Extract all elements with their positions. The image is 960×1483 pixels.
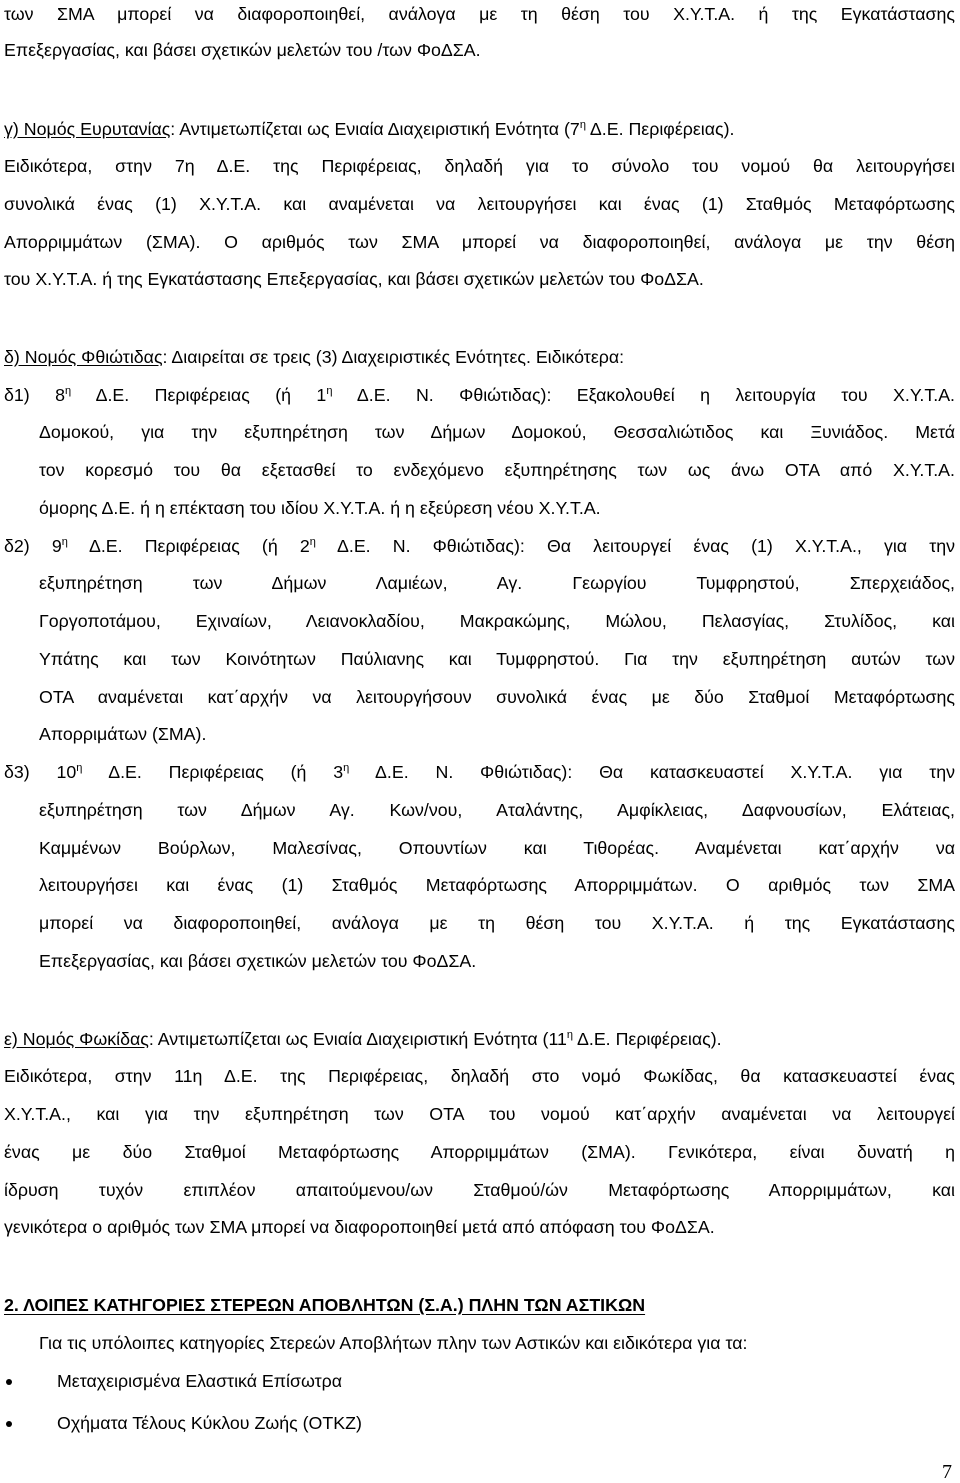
text-line: εξυπηρέτηση των Δήμων Αγ. Κων/νου, Αταλάντης, Αμφίκλειας, Δαφνουσίων, Ελάτειας, — [39, 800, 955, 820]
text-span: Δ.Ε. Περιφέρειας (ή 2 — [67, 536, 310, 556]
subsection-d1 — [4, 384, 955, 406]
text-span: : Αντιμετωπίζεται ως Ενιαία Διαχειριστική Ενότητα (11 — [148, 1029, 567, 1049]
page-number: 7 — [942, 1461, 952, 1483]
superscript: η — [61, 536, 68, 548]
text-line: μπορεί να διαφοροποιηθεί, ανάλογα με τη θέση του Χ.Υ.Τ.Α. ή της Εγκατάστασης — [39, 913, 955, 933]
text-line: ΟΤΑ αναμένεται κατ΄αρχήν να λειτουργήσουν συνολικά ένας με δύο Σταθμοί Μεταφόρτωσης — [39, 687, 955, 707]
nomos-evrytanias-label: γ) Νομός Ευρυτανίας — [4, 119, 171, 139]
superscript: η — [309, 536, 316, 548]
superscript: η — [343, 762, 350, 774]
text-line: τον κορεσμό του θα εξετασθεί το ενδεχόμενο εξυπηρέτησης των ως άνω ΟΤΑ από Χ.Υ.Τ.Α. — [39, 460, 955, 480]
superscript: η — [566, 1029, 574, 1041]
text-line: λειτουργήσει και ένας (1) Σταθμός Μεταφόρτωσης Απορριμμάτων. Ο αριθμός των ΣΜΑ — [39, 875, 955, 895]
nomos-fthiotidas-label: δ) Νομός Φθιώτιδας — [4, 347, 163, 367]
text-span: Δ.Ε. Περιφέρειας). — [585, 119, 735, 139]
bullet-icon — [6, 1421, 12, 1427]
text-line: Επεξεργασίας, και βάσει σχετικών μελετών του ΦοΔΣΑ. — [39, 951, 477, 971]
text-span: Δ.Ε. Περιφέρειας (ή 3 — [82, 762, 344, 782]
text-span: Δ.Ε. Περιφέρειας). — [573, 1029, 722, 1049]
superscript: η — [76, 762, 83, 774]
text-span: Δ.Ε. Ν. Φθιώτιδας): Θα λειτουργεί ένας (1) Χ.Υ.Τ.Α., για την — [315, 536, 955, 556]
nomos-fokidas-label: ε) Νομός Φωκίδας — [4, 1029, 149, 1049]
text-line: Ειδικότερα, στην 7η Δ.Ε. της Περιφέρειας, δηλαδή για το σύνολο του νομού θα λειτουργήσει — [4, 156, 955, 176]
text-span: δ2) 9 — [4, 536, 62, 556]
text-line: του Χ.Υ.Τ.Α. ή της Εγκατάστασης Επεξεργασίας, και βάσει σχετικών μελετών του ΦοΔΣΑ. — [4, 269, 704, 289]
section-epsilon-intro — [4, 1028, 722, 1050]
text-span: Δ.Ε. Ν. Φθιώτιδας): Εξακολουθεί η λειτουργία του Χ.Υ.Τ.Α. — [332, 385, 955, 405]
text-span: : Αντιμετωπίζεται ως Ενιαία Διαχειριστική Ενότητα (7 — [170, 119, 580, 139]
text-line: Απορριμμάτων (ΣΜΑ). Ο αριθμός των ΣΜΑ μπορεί να διαφοροποιηθεί, ανάλογα με την θέση — [4, 232, 955, 252]
text-line: όμορης Δ.Ε. ή η επέκταση του ιδίου Χ.Υ.Τ.Α. ή η εξεύρεση νέου Χ.Υ.Τ.Α. — [39, 498, 601, 518]
text-span: δ1) 8 — [4, 385, 66, 405]
superscript: η — [579, 119, 586, 131]
text-line: ίδρυση τυχόν επιπλέον απαιτούμενου/ων Σταθμού/ών Μεταφόρτωσης Απορριμμάτων, και — [4, 1180, 955, 1200]
section-delta-intro — [4, 346, 624, 368]
bullet-item: Οχήματα Τέλους Κύκλου Ζωής (ΟΤΚΖ) — [57, 1413, 362, 1433]
text-line: εξυπηρέτηση των Δήμων Λαμιέων, Αγ. Γεωργίου Τυμφρηστού, Σπερχειάδος, — [39, 573, 955, 593]
bullet-item: Μεταχειρισμένα Ελαστικά Επίσωτρα — [57, 1371, 343, 1391]
text-span: δ3) 10 — [4, 762, 77, 782]
text-span: Δ.Ε. Περιφέρειας (ή 1 — [71, 385, 327, 405]
section-heading: 2. ΛΟΙΠΕΣ ΚΑΤΗΓΟΡΙΕΣ ΣΤΕΡΕΩΝ ΑΠΟΒΛΗΤΩΝ (Σ.Α.) ΠΛΗΝ ΤΩΝ ΑΣΤΙΚΩΝ — [4, 1295, 646, 1315]
superscript: η — [326, 385, 333, 397]
text-line: ένας με δύο Σταθμοί Μεταφόρτωσης Απορριμμάτων (ΣΜΑ). Γενικότερα, είναι δυνατή η — [4, 1142, 955, 1162]
text-line: Απορριμάτων (ΣΜΑ). — [39, 724, 207, 744]
superscript: η — [65, 385, 72, 397]
text-line: Δομοκού, για την εξυπηρέτηση των Δήμων Δομοκού, Θεσσαλιώτιδος και Ξυνιάδος. Μετά — [39, 422, 955, 442]
text-line: συνολικά ένας (1) Χ.Υ.Τ.Α. και αναμένεται να λειτουργήσει και ένας (1) Σταθμός Μεταφόρτωσης — [4, 194, 955, 214]
text-line: Για τις υπόλοιπες κατηγορίες Στερεών Αποβλήτων πλην των Αστικών και ειδικότερα για τα: — [39, 1333, 748, 1353]
text-line: Ειδικότερα, στην 11η Δ.Ε. της Περιφέρειας, δηλαδή στο νομό Φωκίδας, θα κατασκευαστεί ένας — [4, 1066, 955, 1086]
text-line: Επεξεργασίας, και βάσει σχετικών μελετών του /των ΦοΔΣΑ. — [4, 40, 481, 60]
text-line: Χ.Υ.Τ.Α., και για την εξυπηρέτηση των ΟΤΑ του νομού κατ΄αρχήν αναμένεται να λειτουργεί — [4, 1104, 955, 1124]
bullet-icon — [6, 1379, 12, 1385]
section-gamma-intro — [4, 118, 734, 140]
text-line: Υπάτης και των Κοινότητων Παύλιανης και Τυμφρηστού. Για την εξυπηρέτηση αυτών των — [39, 649, 955, 669]
subsection-d3 — [4, 761, 955, 783]
text-span: : Διαιρείται σε τρεις (3) Διαχειριστικές Ενότητες. Ειδικότερα: — [162, 347, 625, 367]
text-line: των ΣΜΑ μπορεί να διαφοροποιηθεί, ανάλογα με τη θέση του Χ.Υ.Τ.Α. ή της Εγκατάστασης — [4, 4, 955, 24]
text-line: Καμμένων Βούρλων, Μαλεσίνας, Οπουντίων και Τιθορέας. Αναμένεται κατ΄αρχήν να — [39, 838, 955, 858]
text-span: Δ.Ε. Ν. Φθιώτιδας): Θα κατασκευαστεί Χ.Υ.Τ.Α. για την — [349, 762, 955, 782]
subsection-d2 — [4, 535, 955, 557]
text-line: γενικότερα ο αριθμός των ΣΜΑ μπορεί να διαφοροποιηθεί μετά από απόφαση του ΦοΔΣΑ. — [4, 1217, 715, 1237]
text-line: Γοργοποτάμου, Εχιναίων, Λειανοκλαδίου, Μακρακώμης, Μώλου, Πελασγίας, Στυλίδος, και — [39, 611, 955, 631]
